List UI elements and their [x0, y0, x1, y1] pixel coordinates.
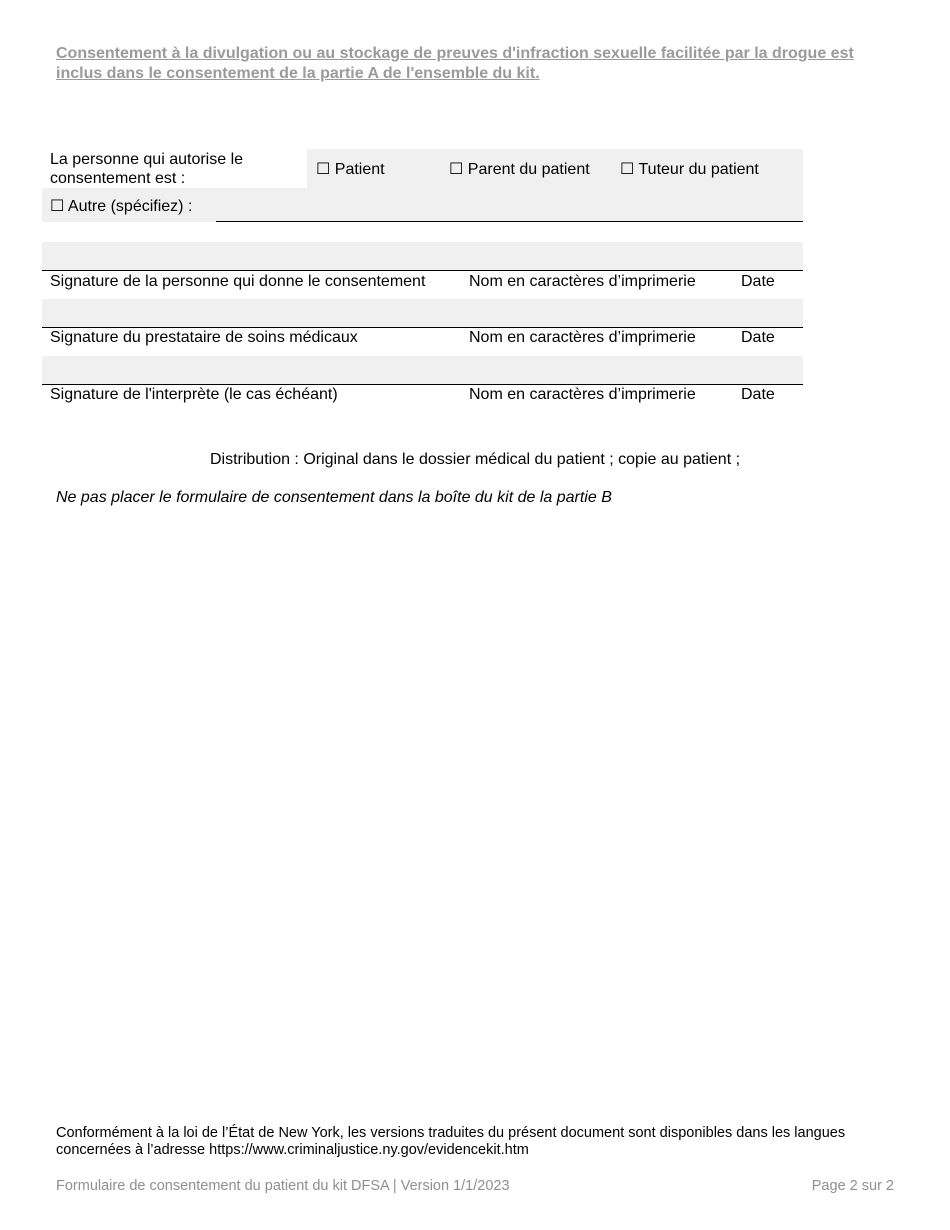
- date-label-1: Date: [741, 273, 775, 290]
- consent-note-heading: Consentement à la divulgation ou au stockage de preuves d'infraction sexuelle facilitée par la drogue est inclus dans le consentement de la partie A de l'ensemble du kit.: [56, 45, 854, 82]
- option-patient-checkbox[interactable]: ☐ Patient: [316, 161, 385, 178]
- authorizer-label: La personne qui autorise le consentement est :: [50, 151, 244, 187]
- signature-field-1[interactable]: [42, 242, 803, 270]
- printed-name-label-1: Nom en caractères d’imprimerie: [469, 273, 696, 290]
- signature-label-2: Signature du prestataire de soins médicaux: [50, 329, 358, 346]
- distribution-text: Distribution : Original dans le dossier médical du patient ; copie au patient ;: [209, 451, 741, 468]
- printed-name-label-2: Nom en caractères d’imprimerie: [469, 329, 696, 346]
- other-specify-field[interactable]: [216, 190, 803, 222]
- page-number: Page 2 sur 2: [811, 1178, 894, 1194]
- translation-law-notice: Conformément à la loi de l’État de New York, les versions traduites du présent document sont disponibles dans les langues concernées à l’adresse https://www.criminaljustice.ny.gov/evidencekit.htm: [56, 1125, 846, 1158]
- option-guardian-checkbox[interactable]: ☐ Tuteur du patient: [620, 161, 759, 178]
- kit-placement-note: Ne pas placer le formulaire de consentement dans la boîte du kit de la partie B: [56, 489, 612, 506]
- option-parent-checkbox[interactable]: ☐ Parent du patient: [449, 161, 590, 178]
- signature-label-3: Signature de l'interprète (le cas échéant): [50, 386, 338, 403]
- option-other-checkbox[interactable]: ☐ Autre (spécifiez) :: [50, 198, 193, 215]
- date-label-3: Date: [741, 386, 775, 403]
- form-title-footer: Formulaire de consentement du patient du kit DFSA | Version 1/1/2023: [56, 1178, 510, 1194]
- printed-name-label-3: Nom en caractères d’imprimerie: [469, 386, 696, 403]
- signature-label-1: Signature de la personne qui donne le consentement: [50, 273, 426, 290]
- date-label-2: Date: [741, 329, 775, 346]
- signature-line-1: [42, 270, 803, 271]
- signature-field-2[interactable]: [42, 299, 803, 327]
- signature-field-3[interactable]: [42, 356, 803, 384]
